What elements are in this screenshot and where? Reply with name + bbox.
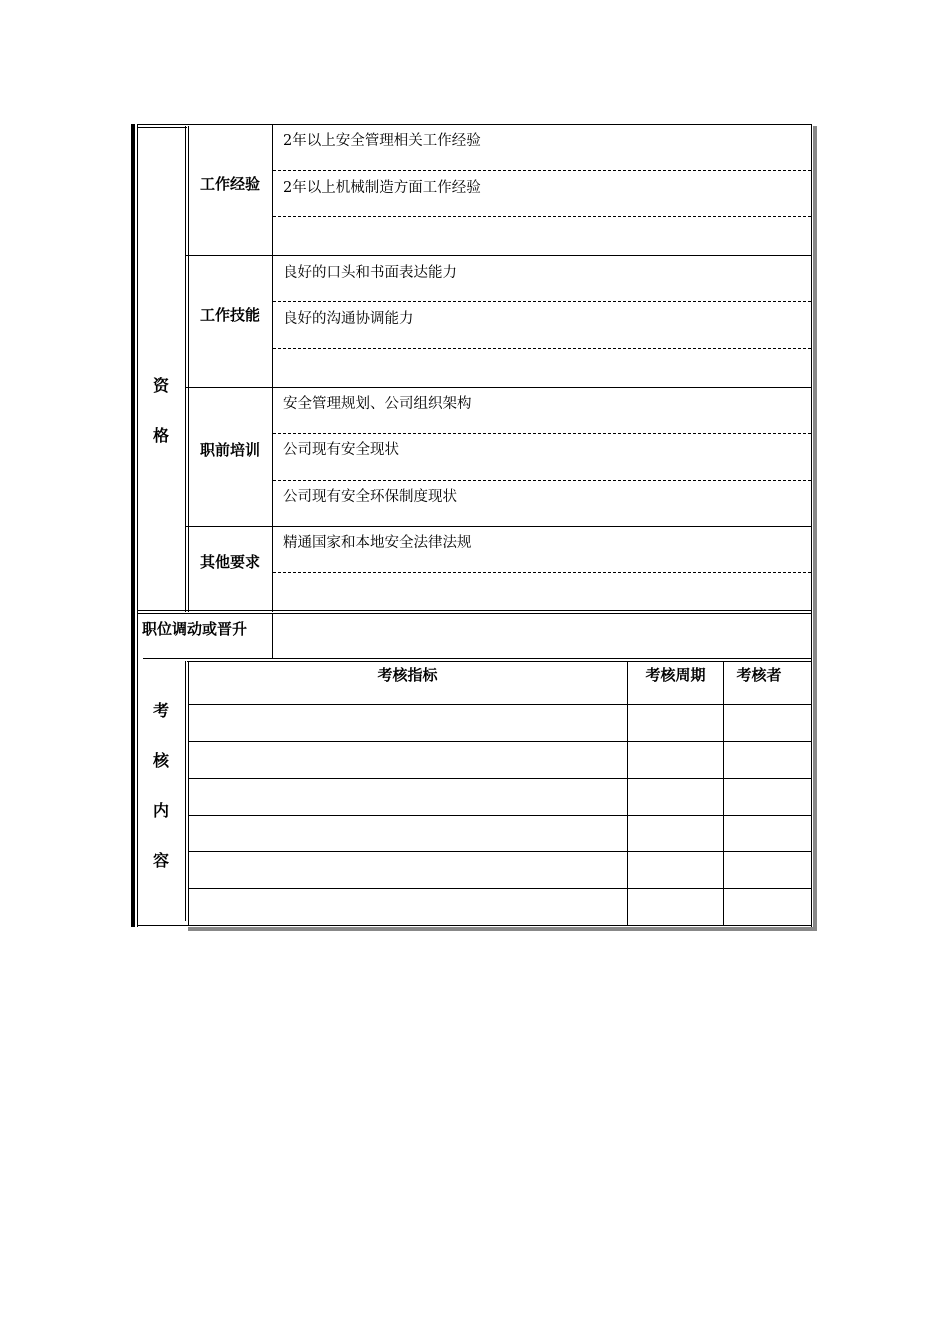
other-requirements-item-1: 精通国家和本地安全法律法规 (283, 535, 472, 551)
dashed-divider (273, 301, 811, 302)
dashed-divider (273, 572, 811, 573)
column-divider (627, 661, 628, 925)
section-divider (186, 387, 812, 388)
assessment-label-1: 考 (152, 701, 169, 720)
promotion-label: 职位调动或晋升 (142, 620, 248, 638)
dashed-divider (273, 480, 811, 481)
qualification-label-2: 格 (152, 426, 169, 445)
pre-job-training-label: 职前培训 (199, 441, 260, 459)
top-border (137, 124, 812, 125)
bottom-border-shadow (188, 927, 817, 931)
dashed-divider (273, 348, 811, 349)
work-experience-label: 工作经验 (199, 175, 260, 193)
section-divider (186, 255, 812, 256)
header-indicator: 考核指标 (377, 666, 438, 684)
bottom-border-left (137, 925, 187, 926)
qualification-divider-inner (188, 126, 189, 612)
assessment-label-divider (185, 661, 186, 921)
qualification-label-1: 资 (152, 376, 169, 395)
assessment-label-2: 核 (152, 751, 169, 770)
promotion-divider (272, 613, 273, 659)
left-border (131, 124, 135, 927)
table-row-divider (188, 778, 811, 779)
promotion-divider-top-inner (137, 613, 812, 614)
assessment-divider-top (143, 658, 812, 659)
top-border-inner (137, 127, 187, 128)
table-row-divider (188, 851, 811, 852)
work-skills-item-1: 良好的口头和书面表达能力 (283, 265, 457, 281)
column-divider (723, 661, 724, 925)
left-border-inner (137, 124, 138, 927)
assessment-label-4: 容 (152, 851, 169, 870)
sublabel-divider (272, 124, 273, 612)
other-requirements-label: 其他要求 (199, 553, 260, 571)
header-assessor: 考核者 (736, 666, 782, 684)
dashed-divider (273, 433, 811, 434)
work-experience-item-2: 2年以上机械制造方面工作经验 (283, 180, 481, 196)
pre-job-training-item-3: 公司现有安全环保制度现状 (283, 489, 457, 505)
table-row-divider (188, 741, 811, 742)
dashed-divider (273, 216, 811, 217)
assessment-divider-top-inner (187, 661, 812, 662)
table-row-divider (188, 888, 811, 889)
work-skills-item-2: 良好的沟通协调能力 (283, 311, 414, 327)
assessment-label-divider-inner (188, 661, 189, 925)
bottom-border (186, 925, 812, 926)
right-border-shadow (813, 126, 817, 931)
table-row-divider (188, 815, 811, 816)
pre-job-training-item-2: 公司现有安全现状 (283, 442, 399, 458)
table-row-divider (188, 704, 811, 705)
pre-job-training-item-1: 安全管理规划、公司组织架构 (283, 396, 472, 412)
promotion-divider-top (137, 610, 812, 611)
assessment-label-3: 内 (152, 801, 169, 820)
section-divider (186, 526, 812, 527)
work-experience-item-1: 2年以上安全管理相关工作经验 (283, 133, 481, 149)
qualification-divider (185, 126, 186, 612)
dashed-divider (273, 170, 811, 171)
work-skills-label: 工作技能 (199, 306, 260, 324)
header-period: 考核周期 (645, 666, 706, 684)
